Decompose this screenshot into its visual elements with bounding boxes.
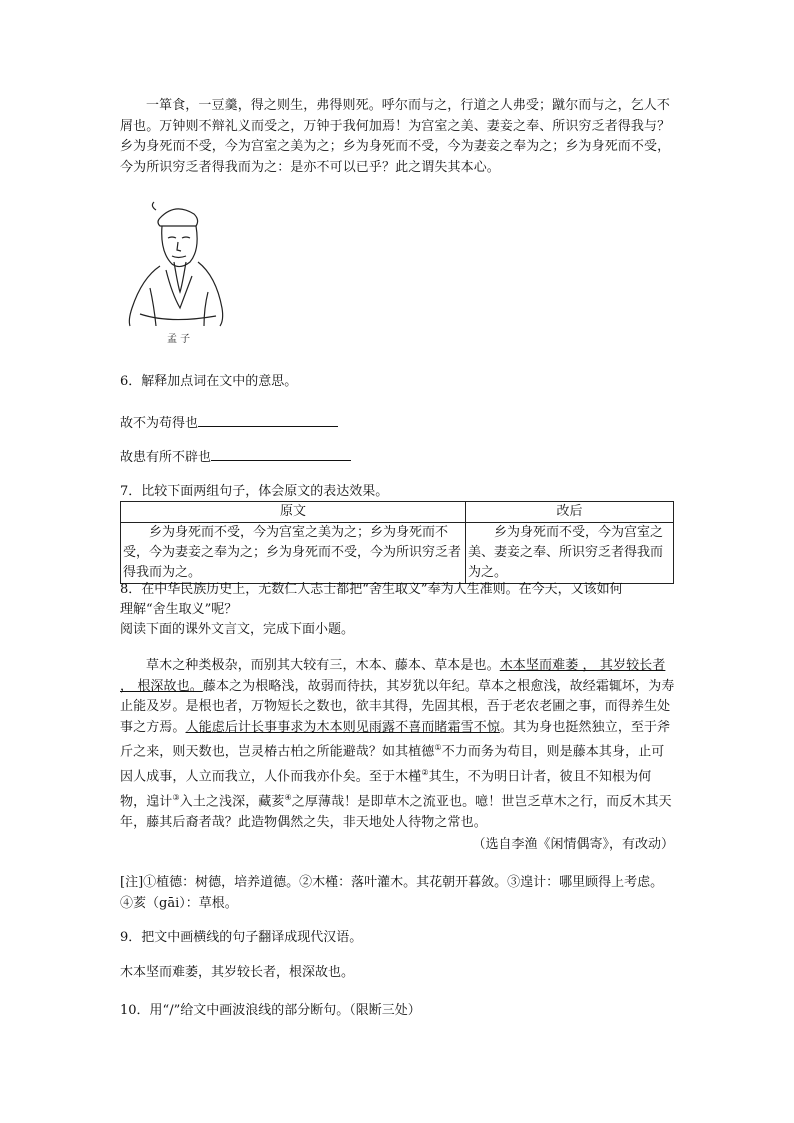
question-6: 6．解释加点词在文中的意思。 <box>120 374 298 389</box>
portrait-caption: 孟 子 <box>167 334 191 345</box>
col-original: 原文 <box>121 502 466 523</box>
footnotes: [注]①植德：树德，培养道德。②木槿：落叶灌木。其花朝开暮敛。③遑计：哪里顾得上考虑。④荄（gāi）：草根。 <box>120 875 664 911</box>
cell-revised: 乡为身死而不受，今为宫室之美、妻妾之奉、所识穷乏者得我而为之。 <box>466 523 674 584</box>
answer-blank-1[interactable] <box>198 412 338 427</box>
passage-mencius: 一箪食，一豆羹，得之则生，弗得则死。呼尔而与之，行道之人弗受；蹴尔而与之，乞人不屑也。万钟则不辩礼义而受之，万钟于我何加焉！为宫室之美、妻妾之奉、所识穷乏者得我与？乡为身死而不受，今为宫室之美为之；乡为身死而不受，今为妻妾之奉为之；乡为身死而不受，今为所识穷乏者得我而为之：是亦不可以已乎？此之谓失其本心。 <box>120 98 671 175</box>
q6-item-1: 故不为苟得也 <box>120 412 338 434</box>
answer-blank-2[interactable] <box>211 446 351 461</box>
question-8-line-2: 理解“舍生取义”呢？ <box>120 602 238 617</box>
mencius-portrait <box>120 196 230 346</box>
source-citation: （选自李渔《闲情偶寄》，有改动） <box>472 837 674 852</box>
question-8-line-3: 阅读下面的课外文言文，完成下面小题。 <box>120 622 355 637</box>
q9-sentence: 木本坚而难萎，其岁较长者，根深故也。 <box>120 965 355 980</box>
question-8-line-1: 8．在中华民族历史上，无数仁人志士都把“舍生取义”奉为人生准则。在今天，又该如何 <box>120 582 623 597</box>
passage-li-yu: 草木之种类极杂，而别其大较有三，木本、藤本、草本是也。木本坚而难萎 ， 其岁较长者 ， 根深故也。藤本之为根略浅，故弱而待扶，其岁犹以年纪。草本之根愈浅，故经霜辄坏，为寿止能及岁。是根也者，万物短长之数也，欲丰其得，先固其根，吾于老农老圃之事，而得养生处事之方焉。人能虑后计长事事求为木本则见雨露不喜而睹霜雪不惊。其为身也挺然独立，至于斧斤之来，则天数也，岂灵椿古柏之所能避哉？如其植德①不力而务为苟目，则是藤本其身，止可因人成事，人立而我立，人仆而我亦仆矣。至于木槿②其生，不为明日计者，彼且不知根为何物，遑计③入土之浅深，藏荄④之厚薄哉！是即草木之流亚也。噫！世岂乏草木之行，而反木其天年，藤其后裔者哉？此造物偶然之失，非天地处人待物之常也。 <box>120 658 675 831</box>
question-10: 10．用“/”给文中画波浪线的部分断句。（限断三处） <box>120 1003 421 1018</box>
comparison-table <box>120 501 674 584</box>
question-9: 9．把文中画横线的句子翻译成现代汉语。 <box>120 930 363 945</box>
question-7: 7．比较下面两组句子，体会原文的表达效果。 <box>120 484 389 499</box>
underlined-sentence: 木本坚而难萎 ， 其岁较长者 ， 根深故也。 <box>120 658 666 694</box>
q6-item-2: 故患有所不辟也 <box>120 446 351 468</box>
wavy-line-section: 人能虑后计长事事求为木本则见雨露不喜而睹霜雪不惊 <box>185 719 500 735</box>
cell-original: 乡为身死而不受，今为宫室之美为之；乡为身死而不受，今为妻妾之奉为之；乡为身死而不受，今为所识穷乏者得我而为之。 <box>121 523 466 584</box>
col-revised: 改后 <box>466 502 674 523</box>
